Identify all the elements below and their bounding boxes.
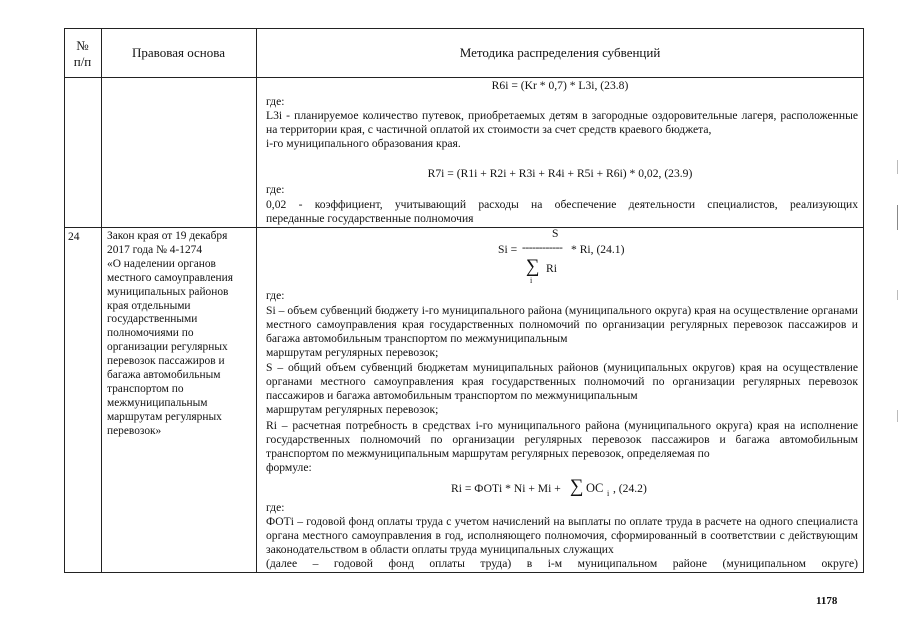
formula-rhs: * Ri, (24.1) [571,243,625,256]
formula-lhs: Ri = ФОТi * Ni + Mi + [451,482,561,495]
fot-definition-end: (далее – годовой фонд оплаты труда) в i-м муниципальном районе (муниципальном округе) [266,557,858,570]
law-line: края отдельными [107,299,191,312]
law-line: государственными [107,313,198,326]
law-line: муниципальных районов [107,285,229,298]
coefficient-definition-end: переданные государственные полномочия [266,212,474,225]
law-line: перевозок пассажиров и [107,355,225,368]
scan-mark [897,410,898,422]
formula-subscript: i [607,489,610,498]
s-definition-end: маршрутам регулярных перевозок; [266,403,439,416]
header-methodology: Методика распределения субвенций [459,45,661,60]
formula-oc: OC [586,481,604,495]
header-number-label: п/п [73,54,92,69]
summation-index: i [530,276,533,285]
si-definition: Si – объем субвенций бюджету i-го муниципального района (муниципального округа) края на осуществление органами местного самоуправления края государственных полномочий по организации регулярных перевозок пассажиров и багажа автомобильным транспортом по межмуниципальным [266,304,858,345]
summation-icon: ∑ [526,256,540,277]
legal-basis-text [107,230,257,439]
where-label: где: [266,501,285,514]
formula-fraction-bar: ------------ [522,241,563,254]
ri-definition: Ri – расчетная потребность в средствах i-го муниципального района (муниципального округа) края на исполнение государственных полномочий по организации регулярных перевозок пассажиров и багажа автомобильным транспортом по межмуниципальным маршрутам регулярных перевозок, определяемая по [266,419,858,460]
law-line: Закон края от 19 декабря [107,230,228,242]
l3i-definition-end: i-го муниципального образования края. [266,137,461,150]
row-number: 24 [68,230,80,243]
header-number-symbol: № [76,38,89,53]
l3i-definition: L3i - планируемое количество путевок, приобретаемых детям в загородные оздоровительные лагеря, расположенные на территории края, с частичной оплатой их стоимости за счет средств краевого бюджета, [266,109,858,136]
law-line: транспортом по [107,382,184,395]
coefficient-definition: 0,02 - коэффициент, учитывающий расходы на обеспечение деятельности специалистов, реализующих [266,198,858,211]
formula-denominator: Ri [546,262,557,275]
where-label: где: [266,183,285,196]
law-line: организации регулярных [107,341,228,354]
scan-mark [897,205,898,230]
law-line: местного самоуправления [107,271,233,284]
formula-23-9: R7i = (R1i + R2i + R3i + R4i + R5i + R6i) * 0,02, (23.9) [427,167,693,180]
formula-tail: , (24.2) [613,482,647,495]
law-line: «О наделении органов [107,257,216,270]
si-definition-end: маршрутам регулярных перевозок; [266,346,439,359]
page-number: 1178 [816,595,838,607]
row-divider [65,227,863,228]
law-line: полномочиями по [107,327,194,340]
scan-mark [897,290,898,300]
ri-definition-end: формуле: [266,461,312,474]
law-line: перевозок» [107,424,162,437]
where-label: где: [266,289,285,302]
header-number [64,38,101,70]
law-line: 2017 года № 4-1274 [107,243,203,256]
law-line: багажа автомобильным [107,369,221,382]
fot-definition: ФОТi – годовой фонд оплаты труда с учетом начислений на выплаты по оплате труда в расчете на одного специалиста органа местного самоуправления в год, исполняющего полномочия, сформированный в соответствии с действующим законодательством в области оплаты труда муниципальных служащих [266,515,858,556]
summation-icon: ∑ [570,476,584,497]
formula-23-8: R6i = (Kr * 0,7) * L3i, (23.8) [491,79,629,92]
where-label: где: [266,95,285,108]
header-divider [65,77,863,78]
header-legal-basis: Правовая основа [132,45,225,60]
law-line: межмуниципальным [107,396,208,409]
law-line: маршрутам регулярных [107,410,222,423]
s-definition: S – общий объем субвенций бюджетам муниципальных районов (муниципальных округов) края на осуществление органами местного самоуправления края государственных полномочий по организации регулярных перевозок пассажиров и багажа автомобильным транспортом по межмуниципальным [266,361,858,402]
column-divider-1 [101,29,102,572]
scan-mark [897,160,898,174]
formula-lhs: Si = [498,243,518,256]
formula-numerator: S [552,227,559,240]
